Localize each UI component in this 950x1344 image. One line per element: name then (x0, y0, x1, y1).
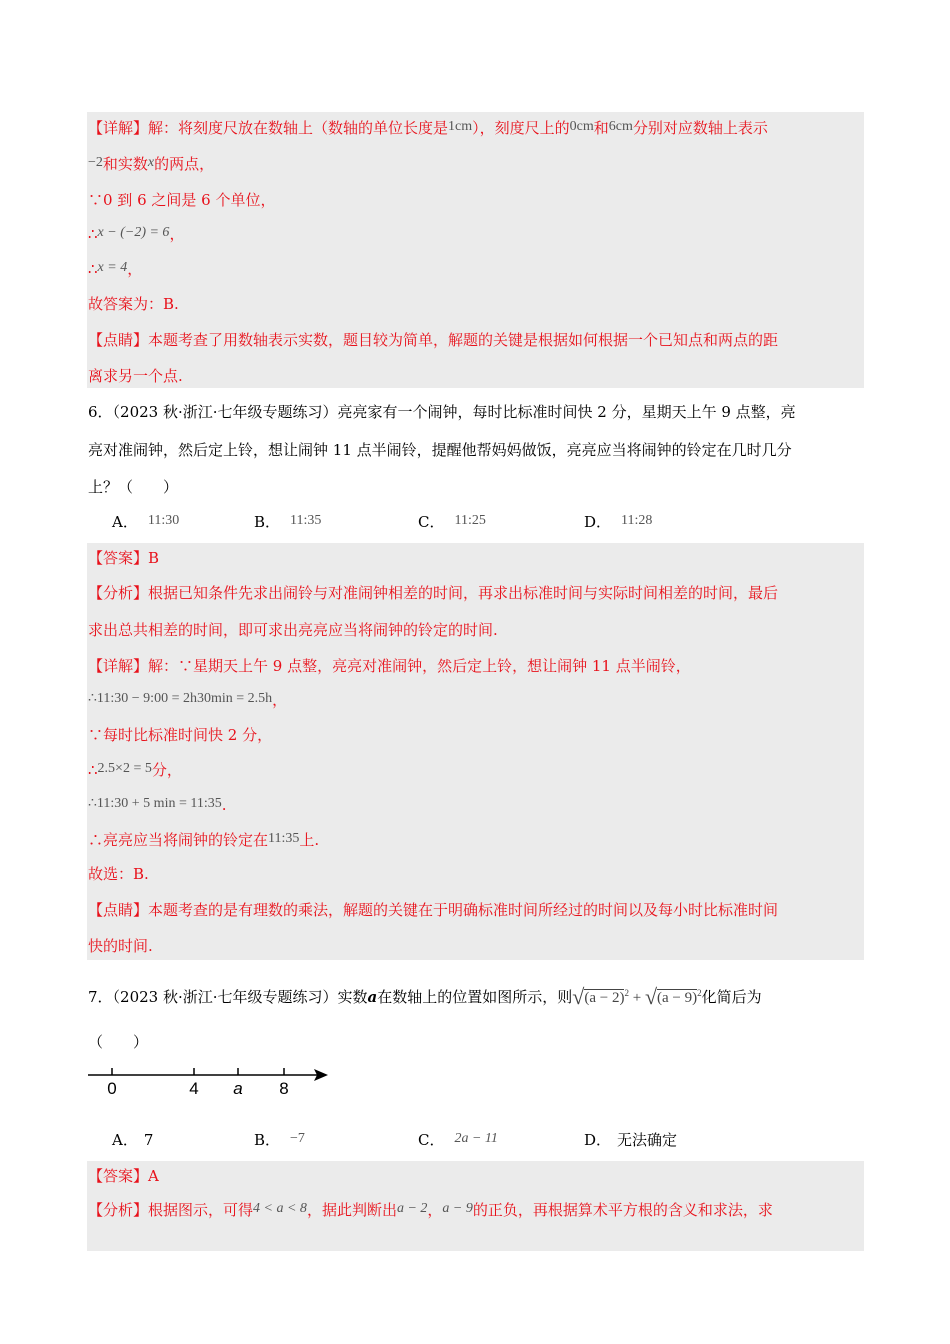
q7-option-d: D． 无法确定 (584, 1131, 678, 1149)
q6-answer-line: 【答案】B (88, 549, 160, 567)
tick-label-0: 0 (107, 1079, 117, 1098)
solution-block-6 (87, 543, 864, 960)
q6-analysis-line1: 【分析】根据已知条件先求出闹铃与对准闹钟相差的时间，再求出标准时间与实际时间相差的时间，最后 (88, 584, 779, 602)
q5-detail-line1: 【详解】解：将刻度尺放在数轴上（数轴的单位长度是1cm），刻度尺上的0cm和6cm分别对应数轴上表示 (88, 119, 768, 137)
sqrt-expression: $√(a - 2)^2 + √(a - 9)^2$ (572, 984, 702, 1009)
q5-comment-line1: 【点睛】本题考查了用数轴表示实数，题目较为简单，解题的关键是根据如何根据一个已知点和两点的距 (88, 331, 779, 349)
q6-step1: ∴11:30 − 9:00 = 2h30min = 2.5h， (88, 691, 288, 709)
q6-stem-line3: 上？（ ） (88, 478, 179, 496)
q7-option-c: C． 2a − 11 (418, 1131, 498, 1149)
q5-answer-line: 故答案为：B. (88, 295, 179, 313)
q7-analysis-line1: 【分析】根据图示，可得4 < a < 8，据此判断出a − 2，a − 9的正负，再根据算术平方根的含义和求法，求 (88, 1201, 773, 1219)
q6-stem-line1: 6．（2023 秋·浙江·七年级专题练习）亮亮家有一个闹钟，每时比标准时间快 2 分，星期天上午 9 点整，亮 (88, 403, 796, 421)
q6-detail-line1: 【详解】解：∵星期天上午 9 点整，亮亮对准闹钟，然后定上铃，想让闹钟 11 点半闹铃， (88, 657, 691, 675)
tick-label-8: 8 (279, 1079, 289, 1098)
q6-choose-line: 故选：B. (88, 865, 149, 883)
q6-comment-line2: 快的时间. (88, 937, 153, 955)
q7-option-a: A． 7 (112, 1131, 154, 1149)
q6-step4: ∴11:30 + 5 min = 11:35. (88, 796, 227, 814)
q6-step5: ∴亮亮应当将闹钟的铃定在11:35上. (88, 831, 320, 849)
q5-because-line: ∵0 到 6 之间是 6 个单位， (88, 191, 276, 209)
q6-step2: ∵每时比标准时间快 2 分， (88, 726, 273, 744)
q6-option-c: C． 11:25 (418, 513, 486, 531)
q6-option-b: B． 11:35 (254, 513, 322, 531)
q5-comment-line2: 离求另一个点. (88, 367, 183, 385)
q5-detail-line2: −2和实数x的两点， (88, 155, 215, 173)
q6-comment-line1: 【点睛】本题考查的是有理数的乘法，解题的关键在于明确标准时间所经过的时间以及每小时比标准时间 (88, 901, 779, 919)
tick-label-4: 4 (189, 1079, 199, 1098)
q5-therefore-line2: ∴x = 4， (88, 260, 143, 278)
q6-analysis-line2: 求出总共相差的时间，即可求出亮亮应当将闹钟的铃定的时间. (88, 621, 498, 639)
q6-option-a: A． 11:30 (112, 513, 180, 531)
number-line-figure (86, 1060, 336, 1100)
q7-answer-line: 【答案】A (88, 1167, 159, 1185)
tick-label-a: a (233, 1079, 243, 1098)
q7-option-b: B． −7 (254, 1131, 305, 1149)
q7-stem-line1: 7．（2023 秋·浙江·七年级专题练习）实数a在数轴上的位置如图所示，则$√(a - 2)^2 + √(a - 9)^2$化简后为 (88, 984, 762, 1009)
q5-therefore-line1: ∴x − (−2) = 6， (88, 225, 185, 243)
q7-stem-line2: （ ） (88, 1033, 149, 1051)
q6-stem-line2: 亮对准闹钟，然后定上铃，想让闹钟 11 点半闹铃，提醒他帮妈妈做饭，亮亮应当将闹钟的铃定在几时几分 (88, 441, 792, 459)
q6-option-d: D． 11:28 (584, 513, 653, 531)
q6-step3: ∴2.5×2 = 5分， (88, 761, 182, 779)
